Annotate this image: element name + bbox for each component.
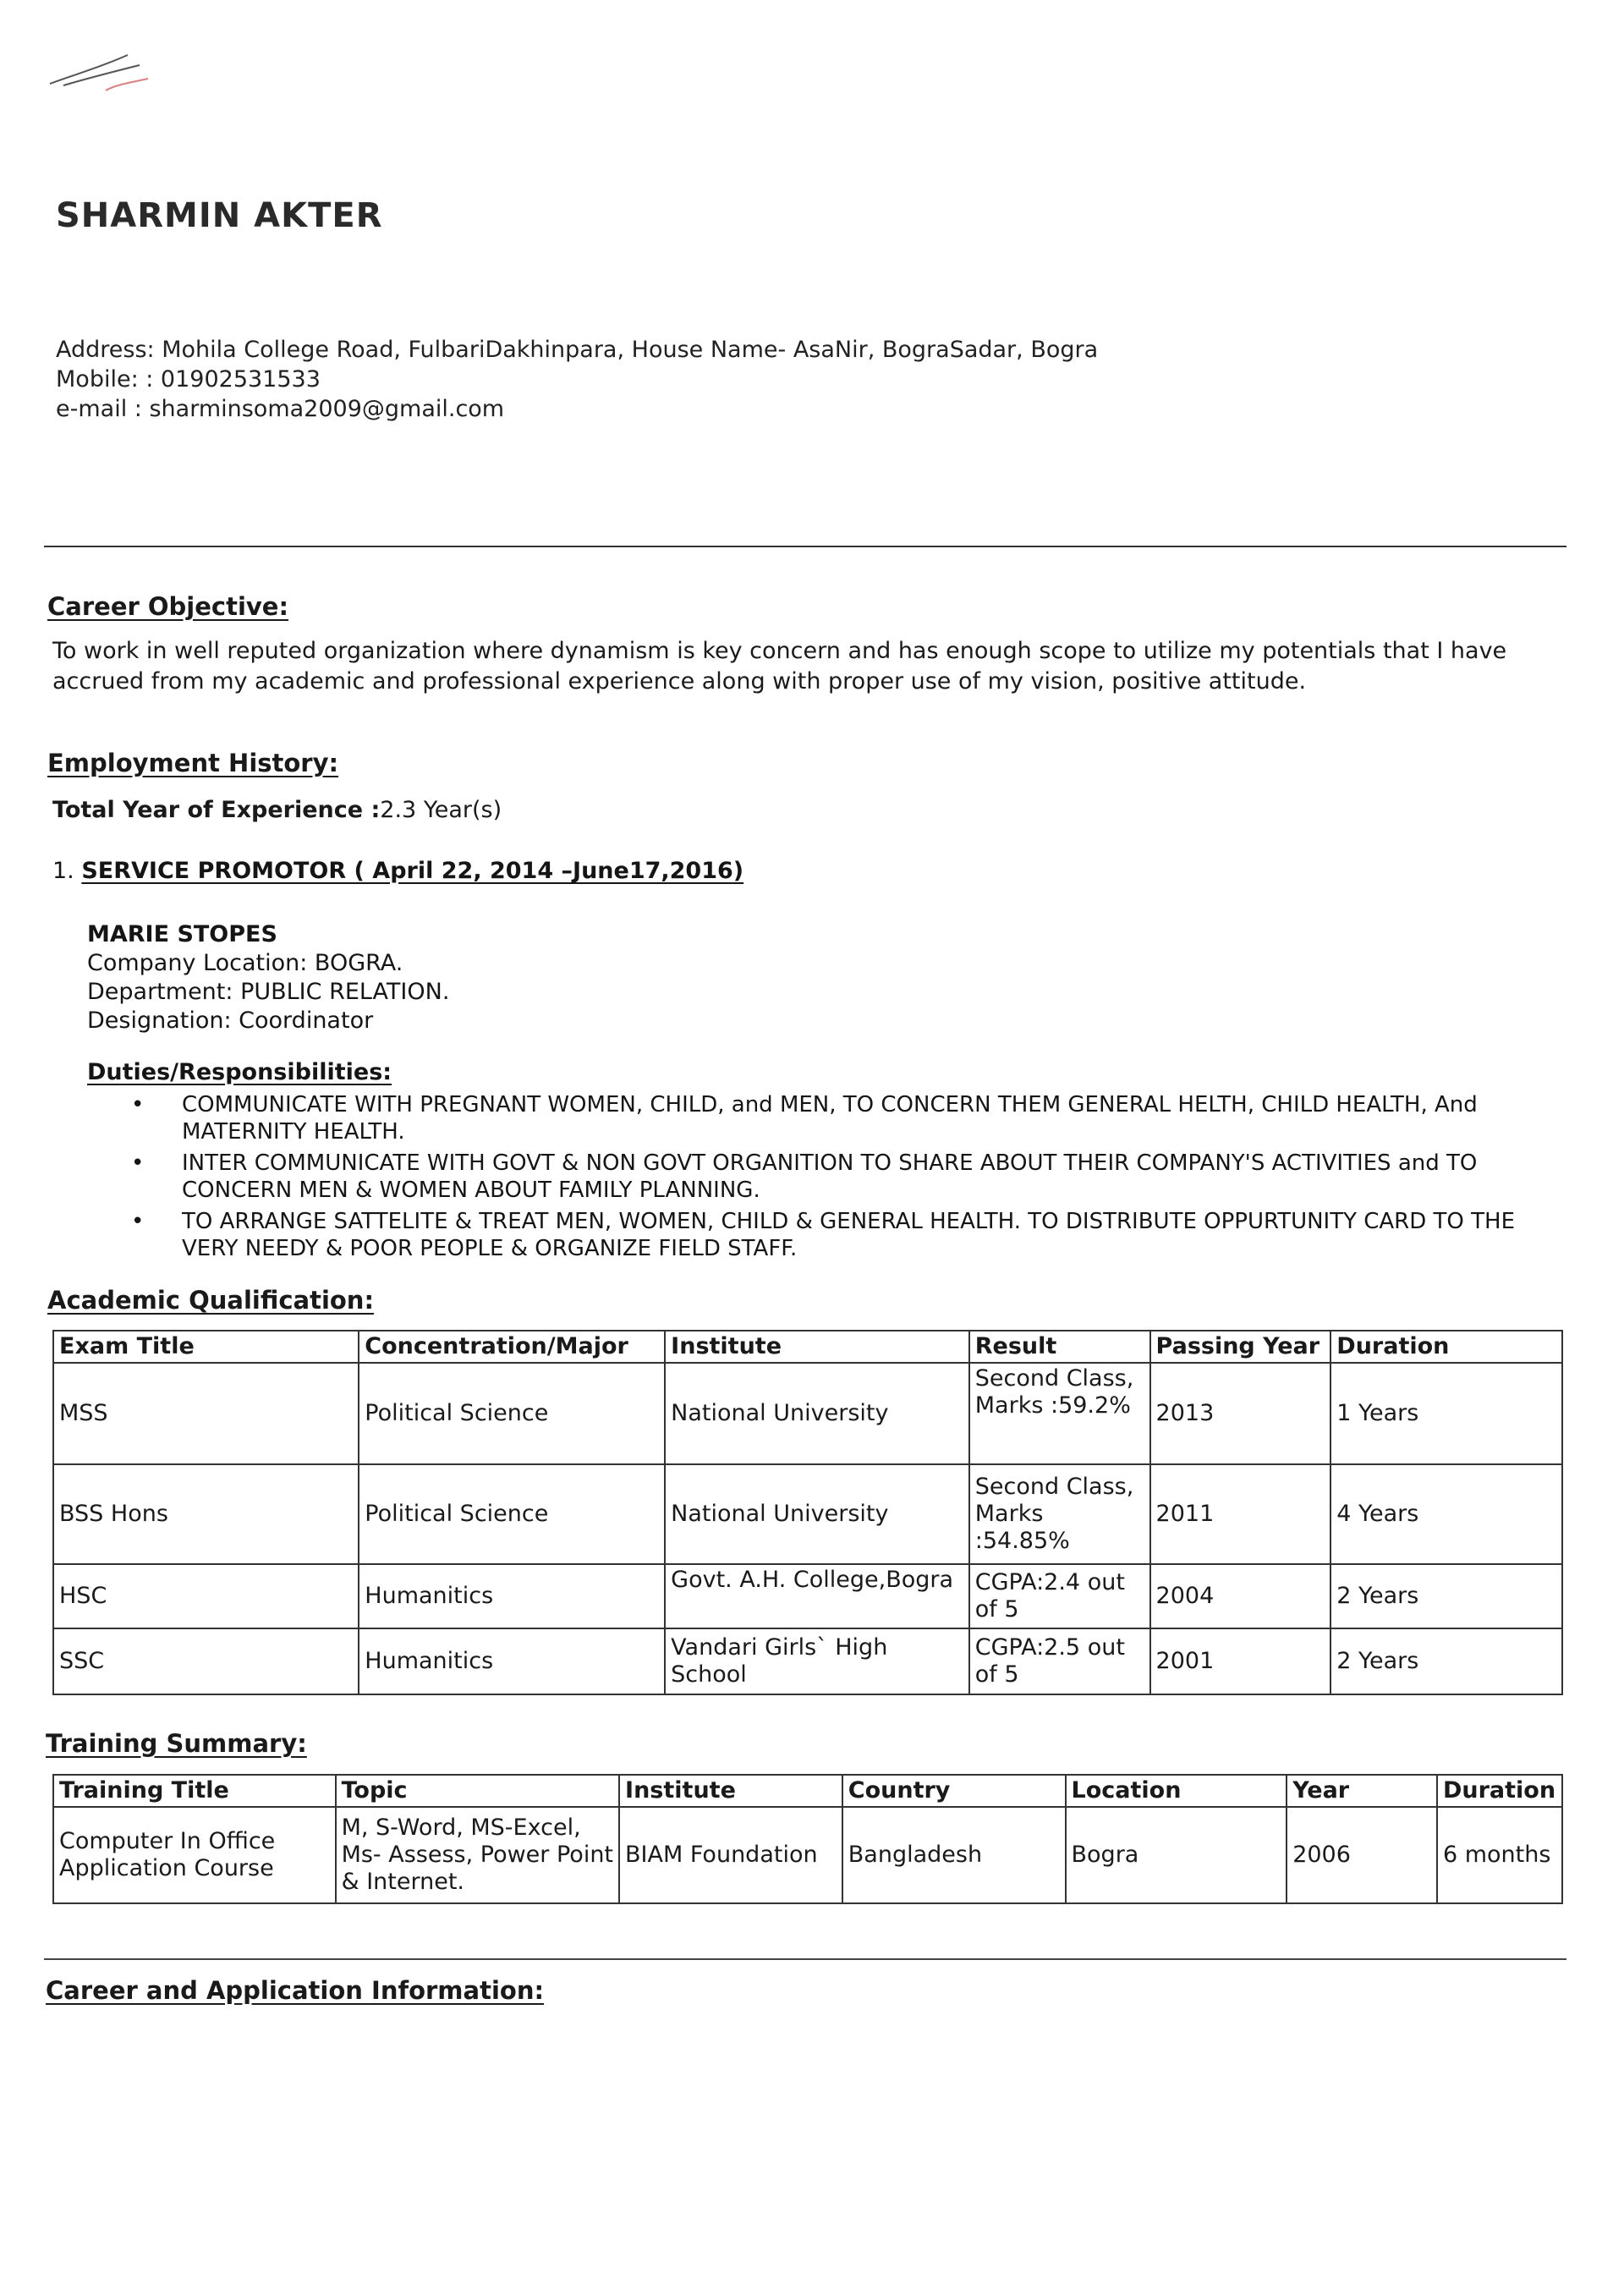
table-cell: Second Class, Marks :54.85% [969,1464,1150,1564]
training-summary-heading: Training Summary: [46,1729,307,1758]
table-cell: 2001 [1150,1628,1331,1694]
column-header: Passing Year [1150,1331,1331,1363]
duty-item: • INTER COMMUNICATE WITH GOVT & NON GOVT ORGANITION TO SHARE ABOUT THEIR COMPANY'S ACTIVITIES and TO CONCERN MEN & WOMEN ABOUT FAMILY PLANNING. [131,1150,1552,1204]
pen-scribble-mark [47,47,165,97]
table-cell: 2006 [1287,1807,1437,1903]
duty-item: • COMMUNICATE WITH PREGNANT WOMEN, CHILD, and MEN, TO CONCERN THEM GENERAL HELTH, CHILD HEALTH, And MATERNITY HEALTH. [131,1091,1552,1145]
column-header: Duration [1330,1331,1562,1363]
table-cell: CGPA:2.5 out of 5 [969,1628,1150,1694]
company-designation: Designation: Coordinator [87,1007,374,1034]
table-cell: 4 Years [1330,1464,1562,1564]
table-cell: National University [665,1363,969,1464]
table-cell: HSC [53,1564,359,1628]
table-cell: BSS Hons [53,1464,359,1564]
total-experience-line [52,795,502,826]
header-divider [44,546,1566,547]
contact-block [56,335,1098,424]
table-row [53,1464,1562,1564]
table-row [53,1807,1562,1903]
career-objective-text: To work in well reputed organization where dynamism is key concern and has enough scope to utilize my potentials that I have accrued from my academic and professional experience along with proper use of my vision, positive attitude. [52,638,1507,695]
academic-table [52,1330,1563,1695]
academic-qualification-heading: Academic Qualification: [47,1286,375,1315]
total-experience-label: Total Year of Experience : [52,797,381,823]
table-cell: Political Science [359,1464,665,1564]
training-table [52,1774,1563,1904]
column-header: Country [842,1775,1066,1807]
company-department: Department: PUBLIC RELATION. [87,979,450,1005]
table-cell: 1 Years [1330,1363,1562,1464]
table-cell: Bogra [1066,1807,1287,1903]
career-application-heading: Career and Application Information: [46,1976,545,2005]
mobile-line: Mobile: : 01902531533 [56,366,321,393]
table-cell: 2 Years [1330,1564,1562,1628]
column-header: Institute [665,1331,969,1363]
column-header: Year [1287,1775,1437,1807]
table-cell: Political Science [359,1363,665,1464]
career-objective-heading: Career Objective: [47,592,289,621]
table-cell: Humanitics [359,1628,665,1694]
table-cell: 2011 [1150,1464,1331,1564]
table-cell: Second Class, Marks :59.2% [969,1363,1150,1464]
column-header: Concentration/Major [359,1331,665,1363]
column-header: Result [969,1331,1150,1363]
email-line: e-mail : sharminsoma2009@gmail.com [56,396,505,422]
table-cell: 6 months [1437,1807,1562,1903]
job-heading [52,858,743,884]
company-location: Company Location: BOGRA. [87,950,403,976]
table-cell: CGPA:2.4 out of 5 [969,1564,1150,1628]
table-cell: Computer In Office Application Course [53,1807,336,1903]
table-cell: BIAM Foundation [619,1807,842,1903]
total-experience-value: 2.3 Year(s) [380,797,502,823]
column-header: Duration [1437,1775,1562,1807]
duties-heading: Duties/Responsibilities: [87,1059,392,1085]
table-row [53,1564,1562,1628]
column-header: Institute [619,1775,842,1807]
candidate-name: SHARMIN AKTER [56,196,383,235]
job-title: SERVICE PROMOTOR ( April 22, 2014 –June17,2016) [81,858,744,884]
job-number: 1. [52,858,74,884]
column-header: Topic [336,1775,619,1807]
table-cell: Vandari Girls` High School [665,1628,969,1694]
table-cell: National University [665,1464,969,1564]
address-line: Address: Mohila College Road, FulbariDakhinpara, House Name- AsaNir, BograSadar, Bogra [56,337,1099,363]
duty-item: • TO ARRANGE SATTELITE & TREAT MEN, WOMEN, CHILD & GENERAL HEALTH. TO DISTRIBUTE OPPURTUNITY CARD TO THE VERY NEEDY & POOR PEOPLE & ORGANIZE FIELD STAFF. [131,1208,1552,1262]
table-cell: SSC [53,1628,359,1694]
table-cell: 2013 [1150,1363,1331,1464]
duties-list [131,1091,1552,1266]
section-divider [44,1958,1566,1960]
table-row [53,1628,1562,1694]
table-cell: M, S-Word, MS-Excel, Ms- Assess, Power Point & Internet. [336,1807,619,1903]
table-header-row [53,1331,1562,1363]
table-header-row [53,1775,1562,1807]
table-cell: Humanitics [359,1564,665,1628]
table-cell: Bangladesh [842,1807,1066,1903]
table-cell: MSS [53,1363,359,1464]
table-cell: Govt. A.H. College,Bogra [665,1564,969,1628]
column-header: Exam Title [53,1331,359,1363]
column-header: Training Title [53,1775,336,1807]
company-name: MARIE STOPES [87,921,277,947]
column-header: Location [1066,1775,1287,1807]
company-block [87,920,449,1035]
table-cell: 2 Years [1330,1628,1562,1694]
employment-history-heading: Employment History: [47,749,339,777]
table-cell: 2004 [1150,1564,1331,1628]
table-row [53,1363,1562,1464]
